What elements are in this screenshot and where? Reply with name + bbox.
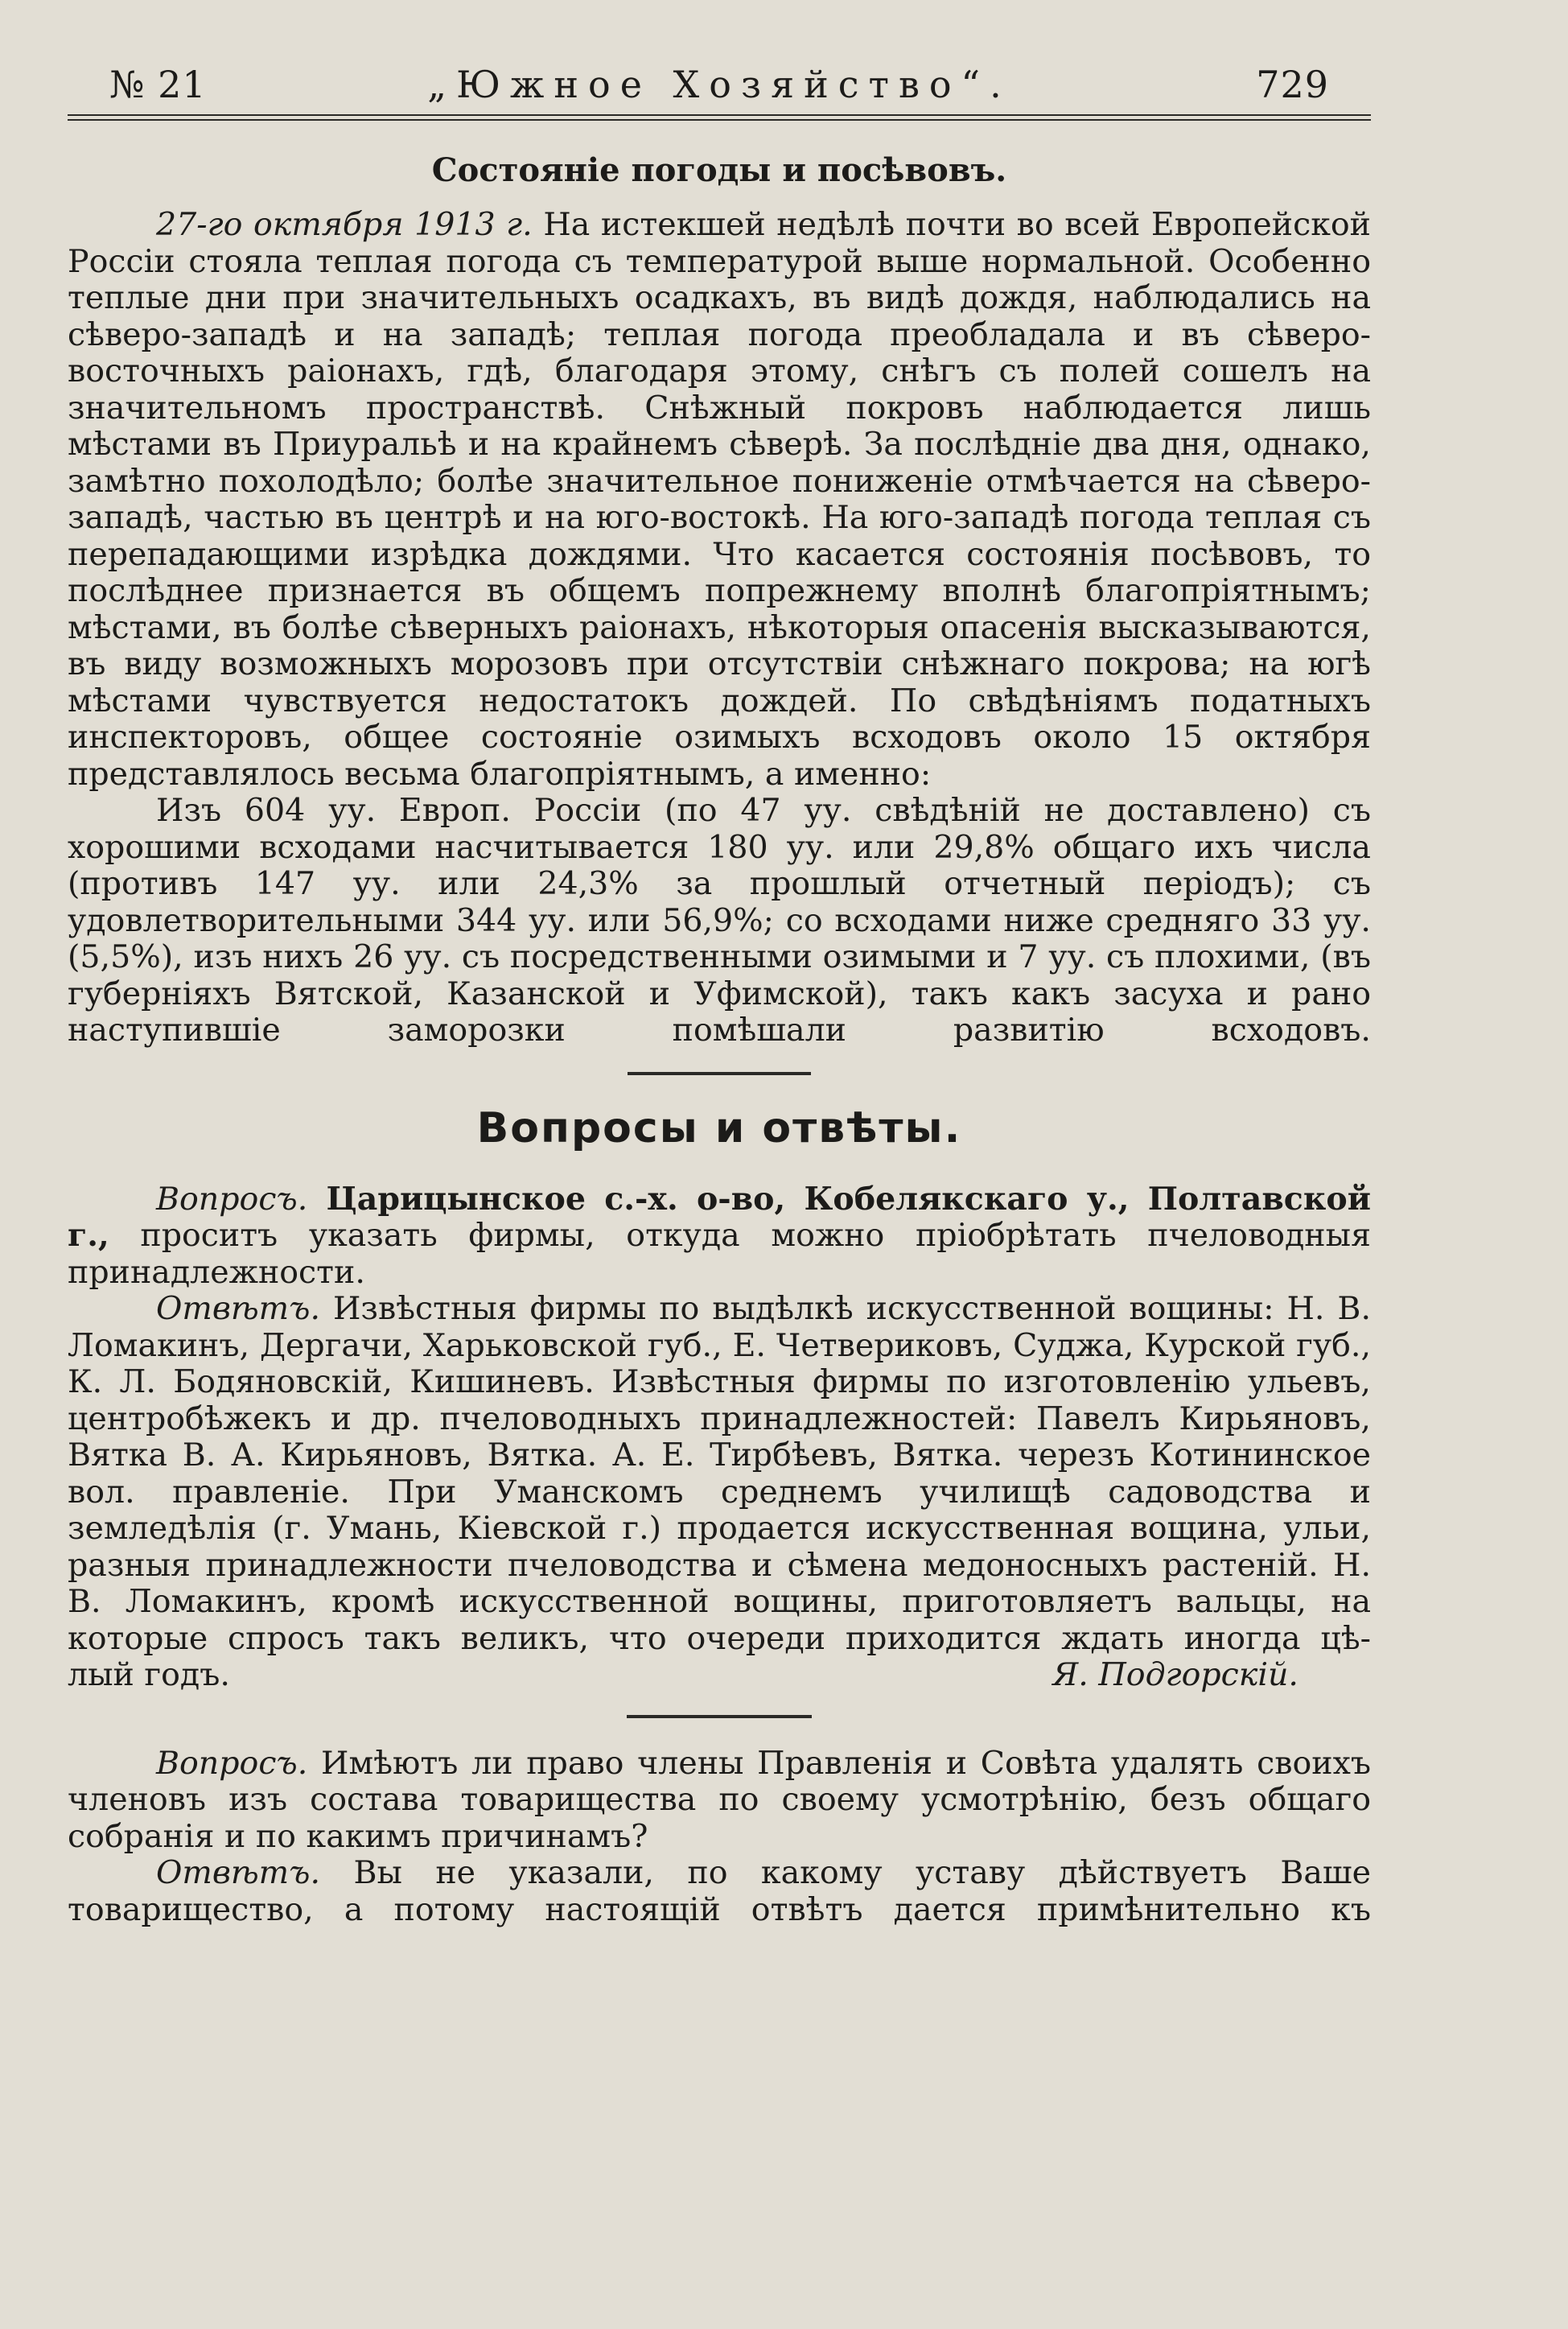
answer-2-text: Вы не указали, по какому уставу дѣйствуетъ Ваше товарищество, а потому настоящій отвѣтъ дается примѣнительно къ [68, 1854, 1371, 1928]
qa-divider [627, 1715, 812, 1718]
weather-section-title: Состояніе погоды и посѣвовъ. [431, 151, 1007, 189]
answer-2 [68, 1855, 1371, 1928]
question-2-label: Вопросъ. [156, 1744, 308, 1782]
journal-title: „Южное Хозяйство“. [427, 63, 1011, 106]
answer-1-tail: лый годъ. [68, 1656, 230, 1693]
weather-text-1: На истекшей недѣлѣ почти во всей Европейской Россіи стояла теплая погода съ температурой выше нормальной. Особенно теплые дни при значительныхъ осадкахъ, въ видѣ дождя, наблюдались на сѣверо-западѣ и на западѣ; теплая погода преобладала и въ сѣверо-восточныхъ раіонахъ, гдѣ, благодаря этому, снѣгъ съ полей сошелъ на значительномъ пространствѣ. Снѣжный покровъ наблюдается лишь мѣстами въ Приуральѣ и на крайнемъ сѣверѣ. За послѣдніе два дня, однако, замѣтно похолодѣло; болѣе значительное пониженіе отмѣчается на сѣверо-западѣ, частью въ центрѣ и на юго-востокѣ. На юго-западѣ погода теплая съ перепадающими изрѣдка дождями. Что касается состоянія посѣвовъ, то послѣднее признается въ общемъ попрежнему вполнѣ благопріятнымъ; мѣстами, въ болѣе сѣверныхъ раіонахъ, нѣкоторыя опасенія высказываются, въ виду возможныхъ морозовъ при отсутствіи снѣжнаго покрова; на югѣ мѣстами чувствуется недостатокъ дождей. По свѣдѣніямъ податныхъ инспекторовъ, общее состояніе озимыхъ всходовъ около 15 октября представлялось весьма благопріятнымъ, а именно: [68, 206, 1371, 793]
weather-date: 27-го октября 1913 г. [156, 206, 533, 243]
weather-paragraph-1 [68, 207, 1371, 793]
question-2-text: Имѣютъ ли право члены Правленія и Совѣта удалять своихъ членовъ изъ состава товарищества по своему усмотрѣнію, безъ общаго собранія и по какимъ причинамъ? [68, 1744, 1371, 1855]
question-1 [68, 1181, 1371, 1292]
weather-paragraph-2: Изъ 604 уу. Европ. Россіи (по 47 уу. свѣдѣній не доставлено) съ хорошими всходами насчитывается 180 уу. или 29,8% общаго ихъ числа (противъ 147 уу. или 24,3% за прошлый отчетный періодъ); съ удовлетворительными 344 уу. или 56,9%; со всходами ниже средняго 33 уу. (5,5%), изъ нихъ 26 уу. съ посредственными озимыми и 7 уу. съ плохими, (въ губерніяхъ Вятской, Казанской и Уфимской), такъ какъ засуха и рано наступившіе заморозки помѣшали развитію всходовъ. [68, 792, 1371, 1049]
answer-1-text: Извѣстныя фирмы по выдѣлкѣ искусственной вощины: Н. В. Ломакинъ, Дергачи, Харьковской губ., Е. Четвериковъ, Суджа, Курской губ., К. Л. Бодяновскій, Кишиневъ. Извѣстныя фирмы по изготовленію ульевъ, центробѣжекъ и др. пчеловодныхъ принадлежностей: Павелъ Кирьяновъ, Вятка В. А. Кирьяновъ, Вятка. А. Е. Тирбѣевъ, Вятка. черезъ Котининское вол. правленіе. При Уманскомъ среднемъ училищѣ садоводства и земледѣлія (г. Умань, Кіевской г.) продается искусственная вощина, ульи, разныя принадлежности пчеловодства и сѣмена медоносныхъ растеній. Н. В. Ломакинъ, кромѣ искусственной вощины, приготовляетъ вальцы, на которые спросъ такъ великъ, что очереди приходится ждать иногда цѣ- [68, 1290, 1371, 1657]
question-2 [68, 1746, 1371, 1856]
header-rule [68, 114, 1371, 121]
running-head [68, 56, 1371, 113]
qa-section-title: Вопросы и отвѣты. [476, 1103, 962, 1152]
answer-1-closing [68, 1657, 1371, 1694]
answer-1 [68, 1291, 1371, 1657]
answer-1-signature: Я. Подгорскій. [1052, 1656, 1298, 1693]
page-number: 729 [1256, 63, 1329, 106]
answer-1-label: Отвѣтъ. [156, 1290, 321, 1327]
journal-page [68, 56, 1371, 2277]
section-divider [628, 1072, 811, 1075]
question-1-label: Вопросъ. [156, 1180, 308, 1218]
question-1-text: проситъ указать фирмы, откуда можно пріобрѣтать пчеловодныя принадлежности. [68, 1217, 1371, 1291]
answer-2-label: Отвѣтъ. [156, 1854, 321, 1891]
issue-number: № 21 [109, 63, 207, 106]
question-1-author: Царицынское с.-х. о-во, Кобелякскаго у., Полтавской г., [68, 1180, 1371, 1254]
